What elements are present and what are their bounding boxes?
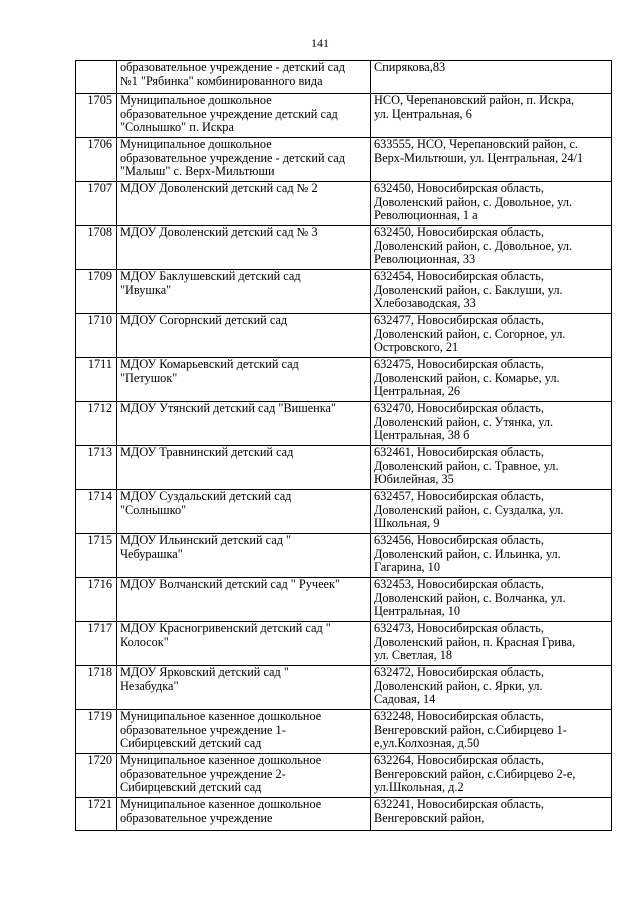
address-cell bbox=[371, 490, 612, 534]
institution-address: Спирякова,83 bbox=[374, 60, 446, 74]
address-cell bbox=[371, 534, 612, 578]
institution-name: МДОУ Комарьевский детский сад "Петушок" bbox=[120, 357, 299, 385]
institution-name-cell bbox=[117, 754, 371, 798]
row-number-cell bbox=[76, 314, 117, 358]
row-number: 1709 bbox=[87, 269, 112, 283]
address-cell bbox=[371, 182, 612, 226]
row-number: 1721 bbox=[87, 797, 112, 811]
row-number-cell bbox=[76, 798, 117, 831]
table-row bbox=[76, 358, 612, 402]
institution-name-cell bbox=[117, 182, 371, 226]
kindergarten-registry-table bbox=[75, 60, 612, 831]
institution-name: МДОУ Доволенский детский сад № 3 bbox=[120, 225, 318, 239]
address-cell bbox=[371, 798, 612, 831]
address-cell bbox=[371, 94, 612, 138]
institution-name-cell bbox=[117, 314, 371, 358]
institution-name-cell bbox=[117, 666, 371, 710]
table-row bbox=[76, 578, 612, 622]
table-row bbox=[76, 446, 612, 490]
institution-name: МДОУ Утянский детский сад "Вишенка" bbox=[120, 401, 336, 415]
institution-address: 632456, Новосибирская область, Доволенский район, с. Ильинка, ул. Гагарина, 10 bbox=[374, 533, 561, 575]
table-row bbox=[76, 402, 612, 446]
institution-name: МДОУ Ильинский детский сад " Чебурашка" bbox=[120, 533, 292, 561]
row-number-cell bbox=[76, 622, 117, 666]
row-number-cell bbox=[76, 446, 117, 490]
address-cell bbox=[371, 358, 612, 402]
address-cell bbox=[371, 138, 612, 182]
address-cell bbox=[371, 270, 612, 314]
institution-name: МДОУ Ярковский детский сад " Незабудка" bbox=[120, 665, 289, 693]
table-row bbox=[76, 270, 612, 314]
table-row bbox=[76, 666, 612, 710]
institution-address: 632264, Новосибирская область, Венгеровский район, с.Сибирцево 2-е, ул.Школьная, д.2 bbox=[374, 753, 576, 795]
institution-name: МДОУ Баклушевский детский сад "Ивушка" bbox=[120, 269, 301, 297]
institution-address: 632454, Новосибирская область, Доволенский район, с. Баклуши, ул. Хлебозаводская, 33 bbox=[374, 269, 563, 311]
row-number: 1715 bbox=[87, 533, 112, 547]
table-row bbox=[76, 182, 612, 226]
institution-name-cell bbox=[117, 578, 371, 622]
institution-address: 632453, Новосибирская область, Доволенский район, с. Волчанка, ул. Центральная, 10 bbox=[374, 577, 566, 619]
institution-name-cell bbox=[117, 490, 371, 534]
row-number: 1714 bbox=[87, 489, 112, 503]
row-number-cell bbox=[76, 578, 117, 622]
institution-address: 632461, Новосибирская область, Доволенский район, с. Травное, ул. Юбилейная, 35 bbox=[374, 445, 559, 487]
institution-address: 632472, Новосибирская область, Доволенский район, с. Ярки, ул. Садовая, 14 bbox=[374, 665, 544, 707]
institution-name: Муниципальное дошкольное образовательное учреждение - детский сад "Малыш" с. Верх-Мильтюши bbox=[120, 137, 345, 179]
address-cell bbox=[371, 754, 612, 798]
address-cell bbox=[371, 446, 612, 490]
table-row bbox=[76, 622, 612, 666]
row-number-cell bbox=[76, 358, 117, 402]
row-number: 1708 bbox=[87, 225, 112, 239]
table-row bbox=[76, 314, 612, 358]
institution-name-cell bbox=[117, 534, 371, 578]
institution-address: 632450, Новосибирская область, Доволенский район, с. Довольное, ул. Революционная, 1 а bbox=[374, 181, 573, 223]
page-number: 141 bbox=[311, 36, 329, 50]
institution-name: МДОУ Травнинский детский сад bbox=[120, 445, 294, 459]
row-number: 1712 bbox=[87, 401, 112, 415]
institution-name: МДОУ Доволенский детский сад № 2 bbox=[120, 181, 318, 195]
row-number: 1716 bbox=[87, 577, 112, 591]
row-number-cell bbox=[76, 534, 117, 578]
address-cell bbox=[371, 622, 612, 666]
row-number-cell bbox=[76, 402, 117, 446]
institution-address: 632241, Новосибирская область, Венгеровский район, bbox=[374, 797, 544, 825]
table-row bbox=[76, 534, 612, 578]
institution-name: МДОУ Согорнский детский сад bbox=[120, 313, 288, 327]
institution-name: МДОУ Красногривенский детский сад " Колосок" bbox=[120, 621, 331, 649]
institution-name-cell bbox=[117, 358, 371, 402]
table-row bbox=[76, 226, 612, 270]
institution-address: 632475, Новосибирская область, Доволенский район, с. Комарье, ул. Центральная, 26 bbox=[374, 357, 560, 399]
address-cell bbox=[371, 226, 612, 270]
row-number-cell bbox=[76, 138, 117, 182]
institution-address: 632457, Новосибирская область, Доволенский район, с. Суздалка, ул. Школьная, 9 bbox=[374, 489, 564, 531]
institution-name-cell bbox=[117, 94, 371, 138]
address-cell bbox=[371, 710, 612, 754]
institution-name-cell bbox=[117, 402, 371, 446]
row-number: 1717 bbox=[87, 621, 112, 635]
institution-name-cell bbox=[117, 61, 371, 94]
address-cell bbox=[371, 402, 612, 446]
institution-name: Муниципальное казенное дошкольное образовательное учреждение 2- Сибирцевский детский сад bbox=[120, 753, 322, 795]
table-row bbox=[76, 61, 612, 94]
institution-address: НСО, Черепановский район, п. Искра, ул. Центральная, 6 bbox=[374, 93, 575, 121]
table-row bbox=[76, 138, 612, 182]
address-cell bbox=[371, 61, 612, 94]
institution-name-cell bbox=[117, 798, 371, 831]
row-number-cell bbox=[76, 754, 117, 798]
row-number-cell bbox=[76, 94, 117, 138]
row-number: 1713 bbox=[87, 445, 112, 459]
row-number-cell bbox=[76, 666, 117, 710]
row-number: 1705 bbox=[87, 93, 112, 107]
row-number: 1707 bbox=[87, 181, 112, 195]
institution-name: Муниципальное казенное дошкольное образовательное учреждение bbox=[120, 797, 322, 825]
row-number: 1719 bbox=[87, 709, 112, 723]
institution-name: МДОУ Суздальский детский сад "Солнышко" bbox=[120, 489, 292, 517]
institution-address: 632470, Новосибирская область, Доволенский район, с. Утянка, ул. Центральная, 38 б bbox=[374, 401, 554, 443]
row-number-cell bbox=[76, 226, 117, 270]
institution-address: 632248, Новосибирская область, Венгеровский район, с.Сибирцево 1- е,ул.Колхозная, д.50 bbox=[374, 709, 567, 751]
institution-name: Муниципальное дошкольное образовательное учреждение детский сад "Солнышко" п. Искра bbox=[120, 93, 338, 135]
institution-address: 633555, НСО, Черепановский район, с. Верх-Мильтюши, ул. Центральная, 24/1 bbox=[374, 137, 584, 165]
institution-name-cell bbox=[117, 622, 371, 666]
address-cell bbox=[371, 314, 612, 358]
table-row bbox=[76, 710, 612, 754]
row-number-cell bbox=[76, 490, 117, 534]
table-body bbox=[76, 61, 612, 831]
row-number: 1718 bbox=[87, 665, 112, 679]
institution-name-cell bbox=[117, 710, 371, 754]
row-number: 1720 bbox=[87, 753, 112, 767]
institution-name: МДОУ Волчанский детский сад " Ручеек" bbox=[120, 577, 340, 591]
table-row bbox=[76, 754, 612, 798]
institution-name: Муниципальное казенное дошкольное образовательное учреждение 1- Сибирцевский детский сад bbox=[120, 709, 322, 751]
row-number-cell bbox=[76, 182, 117, 226]
table-row bbox=[76, 490, 612, 534]
institution-name: образовательное учреждение - детский сад №1 "Рябинка" комбинированного вида bbox=[120, 60, 345, 88]
row-number-cell bbox=[76, 61, 117, 94]
institution-name-cell bbox=[117, 226, 371, 270]
row-number-cell bbox=[76, 710, 117, 754]
institution-address: 632477, Новосибирская область, Доволенский район, с. Согорное, ул. Островского, 21 bbox=[374, 313, 566, 355]
institution-name-cell bbox=[117, 138, 371, 182]
address-cell bbox=[371, 666, 612, 710]
institution-name-cell bbox=[117, 270, 371, 314]
table-row bbox=[76, 798, 612, 831]
institution-name-cell bbox=[117, 446, 371, 490]
row-number: 1711 bbox=[87, 357, 112, 371]
institution-address: 632473, Новосибирская область, Доволенский район, п. Красная Грива, ул. Светлая, 18 bbox=[374, 621, 576, 663]
row-number: 1706 bbox=[87, 137, 112, 151]
institution-address: 632450, Новосибирская область, Доволенский район, с. Довольное, ул. Революционная, 33 bbox=[374, 225, 573, 267]
address-cell bbox=[371, 578, 612, 622]
table-row bbox=[76, 94, 612, 138]
row-number: 1710 bbox=[87, 313, 112, 327]
row-number-cell bbox=[76, 270, 117, 314]
